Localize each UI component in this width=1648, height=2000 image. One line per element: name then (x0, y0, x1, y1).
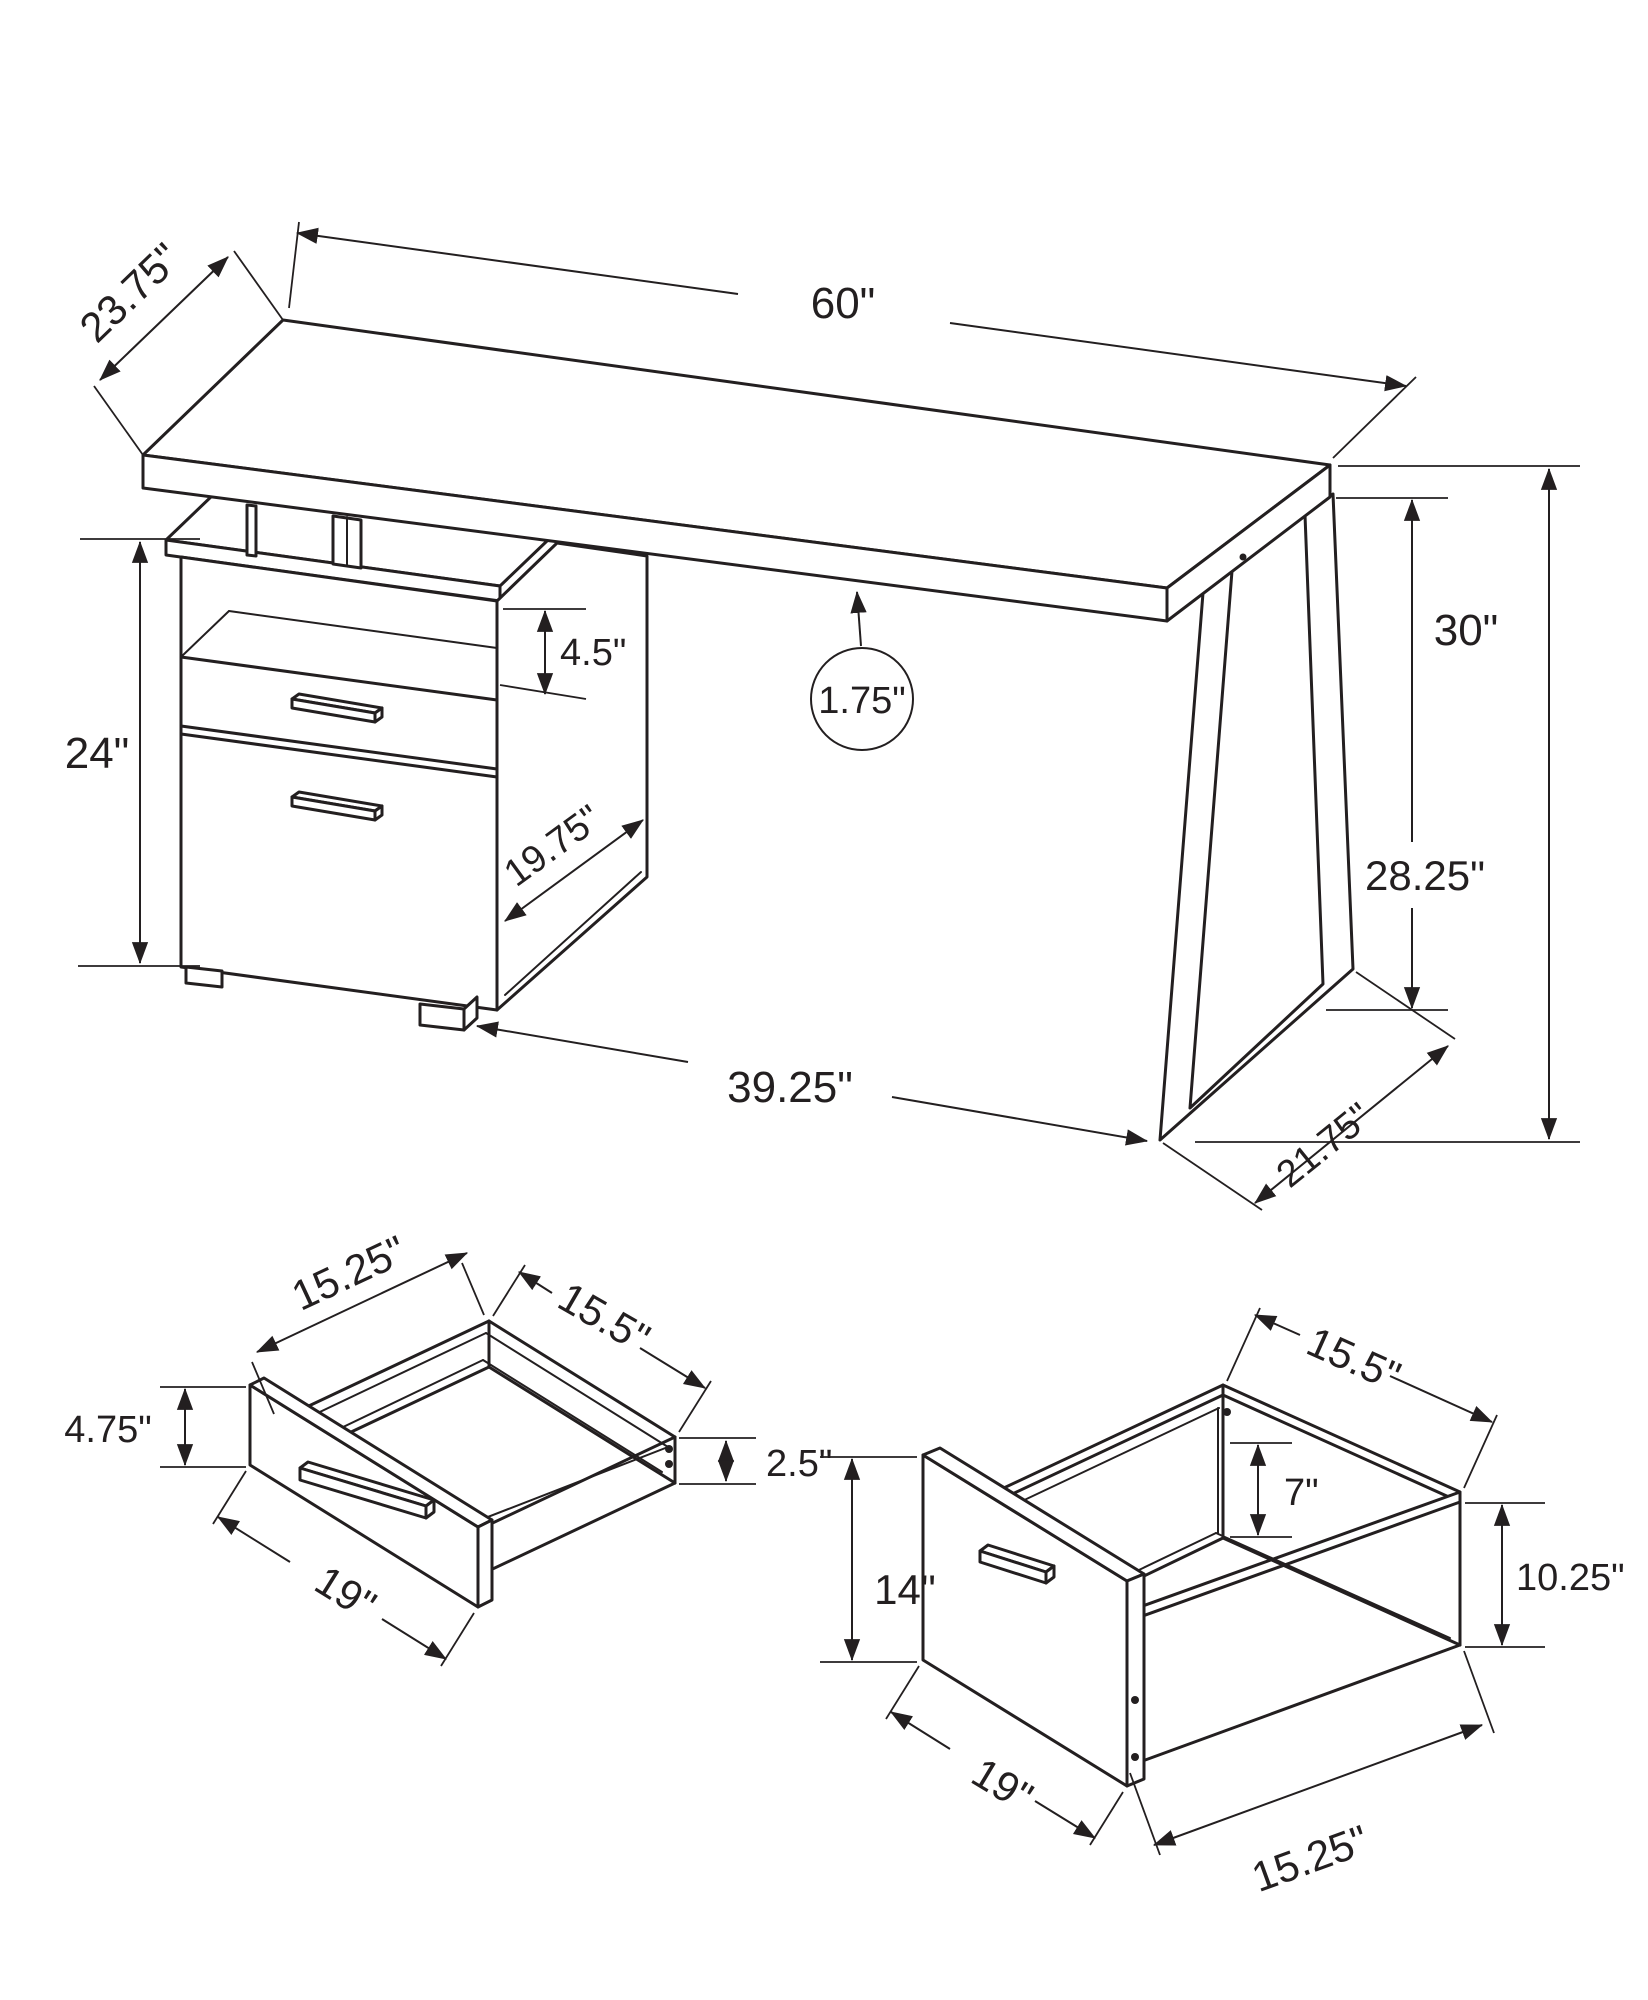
dim-label-pedestal-height: 24" (64, 729, 130, 778)
dim-label-top-depth: 23.75" (70, 233, 190, 352)
desk-view (65, 222, 1580, 1210)
file-drawer-view (820, 1308, 1625, 1901)
dim-fd-inner-depth-1525 (1130, 1651, 1494, 1901)
pedestal-cabinet (166, 494, 647, 1030)
dim-label-fd-rail-depth: 7" (1284, 1472, 1319, 1514)
dim-fd-front-height-14 (820, 1457, 936, 1662)
dim-label-overall-height: 30" (1433, 606, 1499, 655)
dim-label-fd-inner-depth: 15.25" (1245, 1815, 1375, 1901)
dim-label-fd-front-width: 19" (963, 1748, 1041, 1821)
dim-fd-inner-width-155 (1227, 1308, 1497, 1488)
dim-label-leg-height: 28.25" (1364, 852, 1486, 899)
dim-label-fd-front-height: 14" (874, 1566, 936, 1613)
dim-label-sd-inner-width: 15.5" (550, 1272, 658, 1362)
small-drawer-front (250, 1378, 492, 1607)
dim-label-fd-side-height: 10.25" (1516, 1557, 1625, 1599)
pedestal-side-panel (497, 543, 647, 1010)
dim-knee-width-3925 (477, 1026, 1147, 1141)
dim-label-knee-width: 39.25" (727, 1063, 853, 1112)
screw-dot (1131, 1696, 1139, 1704)
dim-label-sd-front-height: 4.75" (64, 1409, 152, 1451)
dim-fd-rail-depth-7 (1230, 1443, 1319, 1537)
screw-dot (665, 1460, 673, 1468)
dim-label-top-width: 60" (810, 279, 876, 328)
dim-label-sd-inner-depth: 15.25" (284, 1226, 414, 1320)
pedestal-front (181, 557, 497, 1010)
dim-sd-inner-width-155 (493, 1265, 711, 1432)
screw-dot (665, 1445, 673, 1453)
dim-label-sd-front-width: 19" (307, 1556, 385, 1629)
screw-dot (1223, 1408, 1231, 1416)
dim-label-sd-side-height: 2.5" (766, 1443, 833, 1485)
dim-label-top-thickness: 1.75" (818, 680, 906, 722)
dim-label-leg-depth: 21.75" (1269, 1095, 1380, 1197)
small-drawer-view (64, 1226, 832, 1666)
dim-sd-side-height-25 (679, 1438, 832, 1485)
cam-hole-dot (1240, 554, 1247, 561)
dim-top-thickness-175 (811, 592, 913, 750)
screw-dot (1131, 1753, 1139, 1761)
dim-label-shelf-height: 4.5" (560, 632, 627, 674)
dim-fd-side-height-1025 (1465, 1503, 1625, 1647)
dim-sd-front-height-475 (64, 1387, 246, 1467)
file-drawer-front (923, 1448, 1144, 1786)
dim-label-pedestal-depth: 19.75" (496, 797, 610, 896)
dim-label-fd-inner-width: 15.5" (1300, 1317, 1408, 1400)
